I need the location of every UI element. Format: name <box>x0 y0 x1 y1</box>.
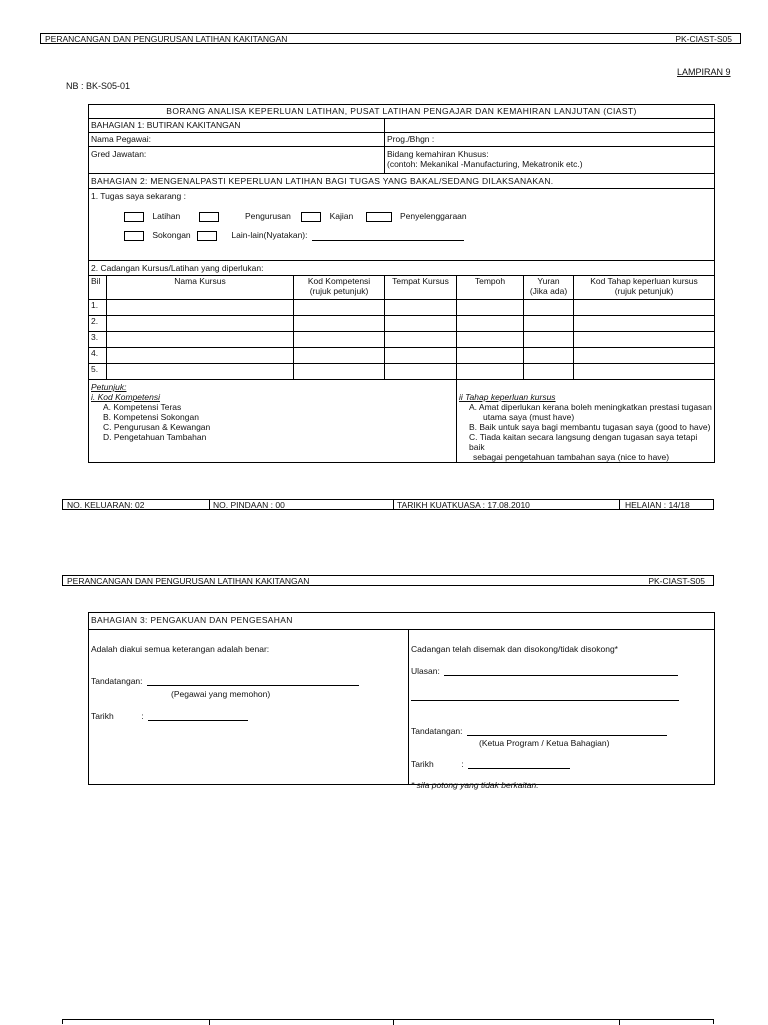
col-yuran-label: Yuran <box>537 276 560 286</box>
lain-lain-input-line[interactable] <box>312 240 464 241</box>
header-title: PERANCANGAN DAN PENGURUSAN LATIHAN KAKITANGAN <box>45 34 288 44</box>
cell-tempoh[interactable] <box>457 300 524 316</box>
checkbox-pengurusan[interactable] <box>199 212 219 222</box>
cell-kod-kompetensi[interactable] <box>294 300 385 316</box>
petunjuk-left <box>89 380 457 463</box>
gred-jawatan-field[interactable]: Gred Jawatan: <box>89 147 385 174</box>
label-pengurusan: Pengurusan <box>245 211 291 221</box>
row-number: 5. <box>89 364 107 380</box>
cell-yuran[interactable] <box>524 348 574 364</box>
page-header-bar <box>40 33 741 44</box>
table-row <box>89 332 715 348</box>
col-tempoh: Tempoh <box>457 276 524 300</box>
section1-title: BAHAGIAN 1: BUTIRAN KAKITANGAN <box>89 119 385 133</box>
cell-nama-kursus[interactable] <box>107 332 294 348</box>
col-nama-kursus: Nama Kursus <box>107 276 294 300</box>
row-number: 1. <box>89 300 107 316</box>
footer-divider <box>393 500 394 509</box>
cell-kod-kompetensi[interactable] <box>294 316 385 332</box>
tahap-item: A. Amat diperlukan kerana boleh meningkatkan prestasi tugasan <box>469 402 712 412</box>
footer-divider <box>209 500 210 509</box>
footer-divider <box>393 1020 394 1025</box>
page-footer-bar <box>62 499 714 510</box>
cell-yuran[interactable] <box>524 332 574 348</box>
footer-helaian: HELAIAN : 14/18 <box>625 500 690 510</box>
row-number: 3. <box>89 332 107 348</box>
footer-pindaan: NO. PINDAAN : 00 <box>213 500 285 510</box>
pengesahan-cell: Cadangan telah disemak dan disokong/tidak disokong* Ulasan: Tandatangan: (Ketua Program / Ketua Bahagian) Tarikh : * sila potong yang tidak berkaitan. <box>409 630 715 785</box>
checkbox-kajian[interactable] <box>301 212 321 222</box>
cell-tempoh[interactable] <box>457 316 524 332</box>
checkbox-latihan[interactable] <box>124 212 144 222</box>
section3-title: BAHAGIAN 3: PENGAKUAN DAN PENGESAHAN <box>89 613 715 630</box>
sign-label: Tandatangan: <box>411 726 463 736</box>
bidang-field[interactable] <box>385 147 715 174</box>
cell-tempat[interactable] <box>385 300 457 316</box>
label-kajian: Kajian <box>329 211 354 221</box>
col-tempat-kursus: Tempat Kursus <box>385 276 457 300</box>
ulasan-line-2[interactable] <box>411 700 679 701</box>
cell-yuran[interactable] <box>524 364 574 380</box>
cell-tempoh[interactable] <box>457 364 524 380</box>
ulasan-line[interactable] <box>444 675 678 676</box>
bidang-example: (contoh: Mekanikal -Manufacturing, Mekatronik etc.) <box>387 159 583 169</box>
tugas-options <box>89 189 715 261</box>
petunjuk-title: Petunjuk: <box>91 382 127 392</box>
table-row <box>89 364 715 380</box>
prog-bhgn-field[interactable]: Prog./Bhgn : <box>385 133 715 147</box>
pengakuan-statement: Adalah diakui semua keterangan adalah benar: <box>91 644 270 654</box>
sign-label: Tandatangan: <box>91 676 143 686</box>
label-lain-lain: Lain-lain(Nyatakan): <box>231 230 308 240</box>
col-kod-kompetensi-sub: (rujuk petunjuk) <box>309 286 369 296</box>
col-bil: Bil <box>89 276 107 300</box>
footer-divider <box>209 1020 210 1025</box>
col-kod-tahap <box>574 276 715 300</box>
cell-kod-tahap[interactable] <box>574 332 715 348</box>
page2-header-bar <box>62 575 714 586</box>
cell-kod-tahap[interactable] <box>574 300 715 316</box>
footer-tarikh: TARIKH KUATKUASA : 17.08.2010 <box>397 500 530 510</box>
col-kod-kompetensi-label: Kod Kompetensi <box>307 276 371 286</box>
date-label: Tarikh <box>411 759 434 769</box>
cell-tempat[interactable] <box>385 348 457 364</box>
lampiran-label: LAMPIRAN 9 <box>677 67 731 77</box>
row-number: 4. <box>89 348 107 364</box>
cell-nama-kursus[interactable] <box>107 316 294 332</box>
cell-nama-kursus[interactable] <box>107 348 294 364</box>
col-kod-tahap-sub: (rujuk petunjuk) <box>614 286 674 296</box>
row-number: 2. <box>89 316 107 332</box>
tahap-item: utama saya (must have) <box>483 412 575 422</box>
page2-header-title: PERANCANGAN DAN PENGURUSAN LATIHAN KAKITANGAN <box>67 576 310 586</box>
section3-table <box>88 612 715 790</box>
page2-footer-bar <box>62 1019 714 1024</box>
pengakuan-cell: Adalah diakui semua keterangan adalah benar: Tandatangan: (Pegawai yang memohon) Tarikh : <box>89 630 409 785</box>
col-kod-tahap-label: Kod Tahap keperluan kursus <box>590 276 698 286</box>
kod-item: A. Kompetensi Teras <box>103 402 182 412</box>
col-kod-kompetensi <box>294 276 385 300</box>
label-penyelenggaraan: Penyelenggaraan <box>400 211 467 221</box>
kod-item: B. Kompetensi Sokongan <box>103 412 199 422</box>
date-label: Tarikh <box>91 711 114 721</box>
nama-pegawai-field[interactable]: Nama Pegawai: <box>89 133 385 147</box>
kod-kompetensi-title: i. Kod Kompetensi <box>91 392 160 402</box>
footer-divider <box>619 1020 620 1025</box>
cell-tempat[interactable] <box>385 316 457 332</box>
cell-nama-kursus[interactable] <box>107 364 294 380</box>
table-row <box>89 348 715 364</box>
training-analysis-form <box>88 104 715 463</box>
section2-title: BAHAGIAN 2: MENGENALPASTI KEPERLUAN LATIHAN BAGI TUGAS YANG BAKAL/SEDANG DILAKSANAKAN. <box>89 174 715 189</box>
bidang-label: Bidang kemahiran Khusus: <box>387 149 489 159</box>
date-line[interactable] <box>468 768 570 769</box>
petunjuk-right <box>457 380 715 463</box>
page2-header-code: PK-CIAST-S05 <box>648 576 705 586</box>
q1-label: 1. Tugas saya sekarang : <box>91 191 186 201</box>
checkbox-sokongan[interactable] <box>124 231 144 241</box>
table-row <box>89 316 715 332</box>
cell-kod-kompetensi[interactable] <box>294 332 385 348</box>
footer-divider <box>619 500 620 509</box>
pengesahan-statement: Cadangan telah disemak dan disokong/tidak disokong* <box>411 644 618 654</box>
footer-keluaran: NO. KELUARAN: 02 <box>67 500 145 510</box>
nb-code: NB : BK-S05-01 <box>66 81 131 91</box>
table-row <box>89 300 715 316</box>
checkbox-lain-lain[interactable] <box>197 231 217 241</box>
cell-kod-tahap[interactable] <box>574 348 715 364</box>
kod-item: D. Pengetahuan Tambahan <box>103 432 207 442</box>
sign-line[interactable] <box>467 735 667 736</box>
tahap-item: C. Tiada kaitan secara langsung dengan tugasan saya tetapi baik <box>469 432 698 452</box>
sign-line[interactable] <box>147 685 359 686</box>
cell-nama-kursus[interactable] <box>107 300 294 316</box>
cell-tempoh[interactable] <box>457 332 524 348</box>
label-latihan: Latihan <box>152 211 181 221</box>
ulasan-label: Ulasan: <box>411 666 440 676</box>
cell-kod-tahap[interactable] <box>574 364 715 380</box>
cell-kod-kompetensi[interactable] <box>294 348 385 364</box>
cell-kod-kompetensi[interactable] <box>294 364 385 380</box>
cell-kod-tahap[interactable] <box>574 316 715 332</box>
header-code: PK-CIAST-S05 <box>675 34 732 44</box>
footnote: * sila potong yang tidak berkaitan. <box>411 780 539 790</box>
checkbox-penyelenggaraan[interactable] <box>366 212 392 222</box>
col-yuran <box>524 276 574 300</box>
cell-yuran[interactable] <box>524 316 574 332</box>
q2-label: 2. Cadangan Kursus/Latihan yang diperlukan: <box>89 261 715 276</box>
date-line[interactable] <box>148 720 248 721</box>
tahap-item: sebagai pengetahuan tambahan saya (nice to have) <box>473 452 670 462</box>
cell-tempat[interactable] <box>385 364 457 380</box>
sign-subtitle: (Ketua Program / Ketua Bahagian) <box>479 738 610 748</box>
form-title: BORANG ANALISA KEPERLUAN LATIHAN, PUSAT LATIHAN PENGAJAR DAN KEMAHIRAN LANJUTAN (CIAST) <box>89 105 715 119</box>
tahap-item: B. Baik untuk saya bagi membantu tugasan saya (good to have) <box>469 422 711 432</box>
cell-tempat[interactable] <box>385 332 457 348</box>
col-yuran-sub: (Jika ada) <box>529 286 568 296</box>
kod-item: C. Pengurusan & Kewangan <box>103 422 211 432</box>
section1-blank <box>385 119 715 133</box>
sign-subtitle: (Pegawai yang memohon) <box>171 689 271 699</box>
cell-tempoh[interactable] <box>457 348 524 364</box>
tahap-title: ii Tahap keperluan kursus <box>459 392 556 402</box>
label-sokongan: Sokongan <box>152 230 191 240</box>
cell-yuran[interactable] <box>524 300 574 316</box>
